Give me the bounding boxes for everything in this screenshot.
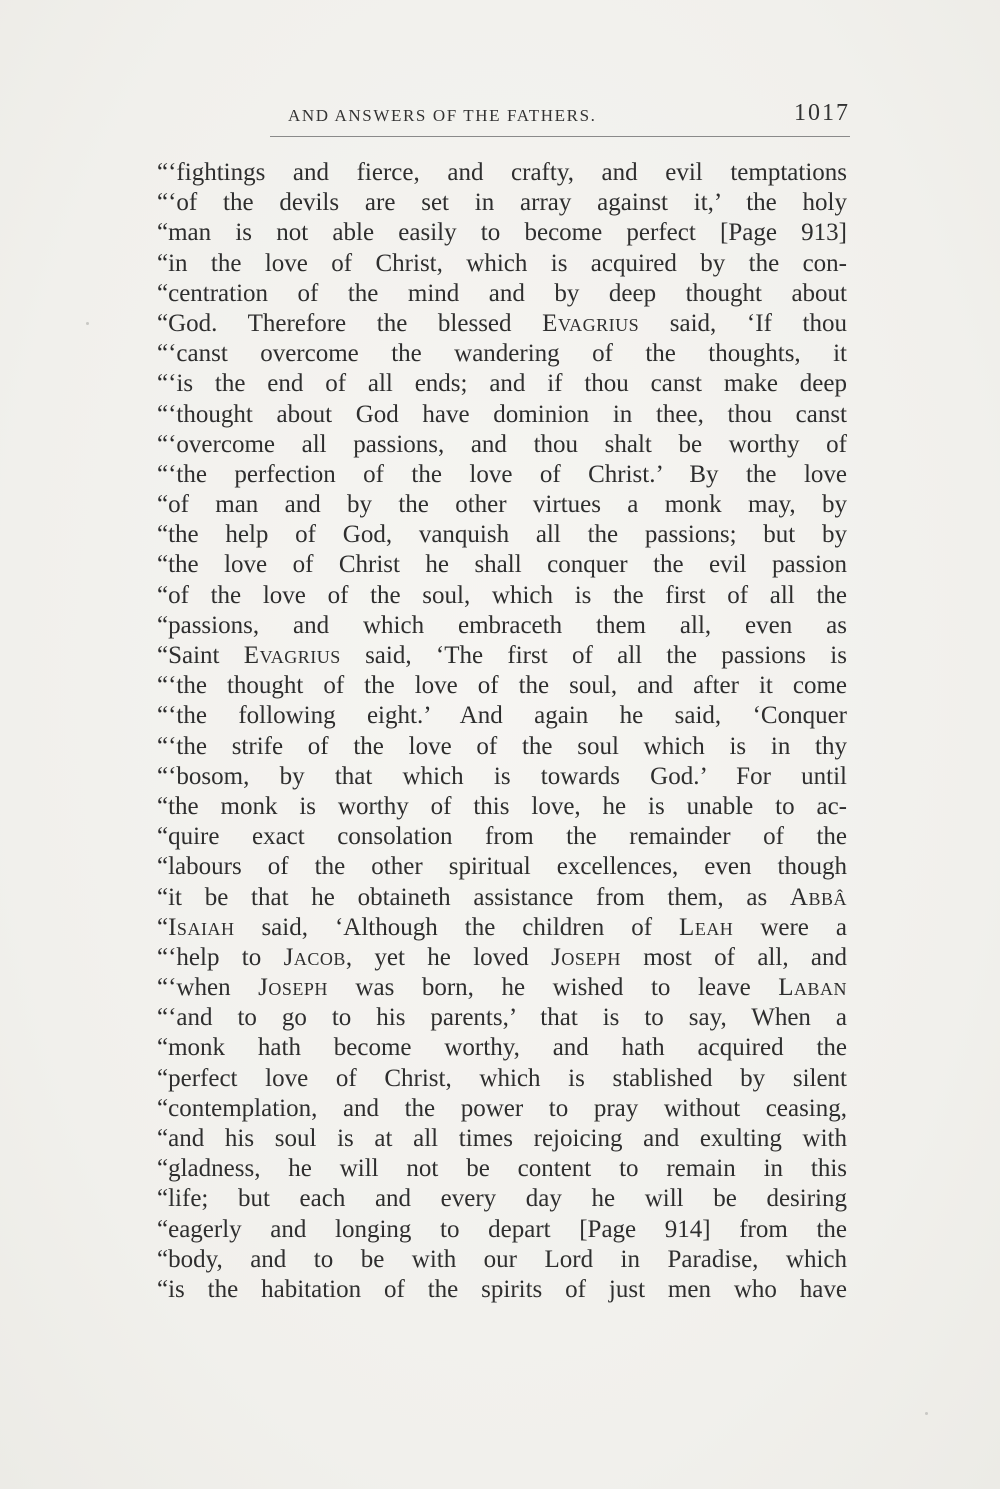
text-line: “passions, and which embraceth them all, even as xyxy=(157,611,847,639)
text-line: “gladness, he will not be content to remain in this xyxy=(157,1155,847,1183)
proper-name: Evagrius xyxy=(243,642,341,669)
text-line: “quire exact consolation from the remainder of the xyxy=(157,823,847,851)
text-line: “God. Therefore the blessed Evagrius said, ‘If thou xyxy=(157,309,847,337)
text-line: “labours of the other spiritual excellences, even though xyxy=(157,853,847,881)
text-line: “Saint Evagrius said, ‘The first of all the passions is xyxy=(157,642,847,669)
text-line: “Isaiah said, ‘Although the children of Leah were a xyxy=(157,913,847,941)
text-line: “the help of God, vanquish all the passions; but by xyxy=(157,521,847,549)
text-line: “‘thought about God have dominion in thee, thou canst xyxy=(157,400,847,428)
proper-name: Evagrius xyxy=(542,309,640,337)
text-line: “of man and by the other virtues a monk may, by xyxy=(157,491,847,519)
running-head xyxy=(270,100,850,130)
text-line: “‘of the devils are set in array against it,’ the holy xyxy=(157,189,847,217)
text-line: “life; but each and every day he will be desiring xyxy=(157,1185,847,1213)
proper-name: Leah xyxy=(679,913,734,941)
text-line: “eagerly and longing to depart [Page 914] from the xyxy=(157,1215,847,1243)
proper-name: Joseph xyxy=(551,943,621,971)
text-line: “‘bosom, by that which is towards God.’ For until xyxy=(157,762,847,790)
text-line: “‘the thought of the love of the soul, and after it come xyxy=(157,672,847,700)
text-line: “is the habitation of the spirits of just men who have xyxy=(157,1275,847,1303)
text-line: “of the love of the soul, which is the first of all the xyxy=(157,581,847,609)
text-line: “‘the following eight.’ And again he said, ‘Conquer xyxy=(157,702,847,730)
text-line: “body, and to be with our Lord in Paradise, which xyxy=(157,1245,847,1273)
paper-speck xyxy=(925,1412,928,1415)
text-line: “the love of Christ he shall conquer the evil passion xyxy=(157,551,847,579)
paper-speck xyxy=(86,322,89,325)
text-line: “the monk is worthy of this love, he is unable to ac- xyxy=(157,792,847,820)
text-line: “man is not able easily to become perfect [Page 913] xyxy=(157,219,847,247)
text-line: “‘fightings and fierce, and crafty, and evil temptations xyxy=(157,159,847,186)
text-line: “‘is the end of all ends; and if thou canst make deep xyxy=(157,370,847,398)
text-line: “‘when Joseph was born, he wished to leave Laban xyxy=(157,974,847,1002)
text-line: “‘overcome all passions, and thou shalt be worthy of xyxy=(157,430,847,458)
text-line: “perfect love of Christ, which is stablished by silent xyxy=(157,1064,847,1092)
text-line: “‘help to Jacob, yet he loved Joseph most of all, and xyxy=(157,943,847,971)
text-line: “‘the strife of the love of the soul which is in thy xyxy=(157,732,847,760)
body-text xyxy=(157,158,847,1305)
proper-name: Jacob xyxy=(283,943,346,971)
text-line: “in the love of Christ, which is acquired by the con- xyxy=(157,249,847,277)
proper-name: Joseph xyxy=(258,974,328,1002)
header-rule xyxy=(270,136,850,137)
text-line: “contemplation, and the power to pray without ceasing, xyxy=(157,1094,847,1122)
proper-name: Abbâ xyxy=(789,883,847,911)
text-line: “centration of the mind and by deep thought about xyxy=(157,279,847,307)
proper-name: Isaiah xyxy=(168,913,235,941)
text-line: “and his soul is at all times rejoicing and exulting with xyxy=(157,1125,847,1152)
text-line: “‘canst overcome the wandering of the thoughts, it xyxy=(157,340,847,368)
text-line: “monk hath become worthy, and hath acquired the xyxy=(157,1034,847,1062)
running-title: AND ANSWERS OF THE FATHERS. xyxy=(288,106,597,125)
text-line: “‘and to go to his parents,’ that is to say, When a xyxy=(157,1004,847,1032)
text-line: “‘the perfection of the love of Christ.’ By the love xyxy=(157,460,847,488)
proper-name: Laban xyxy=(778,974,847,1002)
text-line: “it be that he obtaineth assistance from them, as Abbâ xyxy=(157,883,847,911)
page-number: 1017 xyxy=(794,100,850,126)
